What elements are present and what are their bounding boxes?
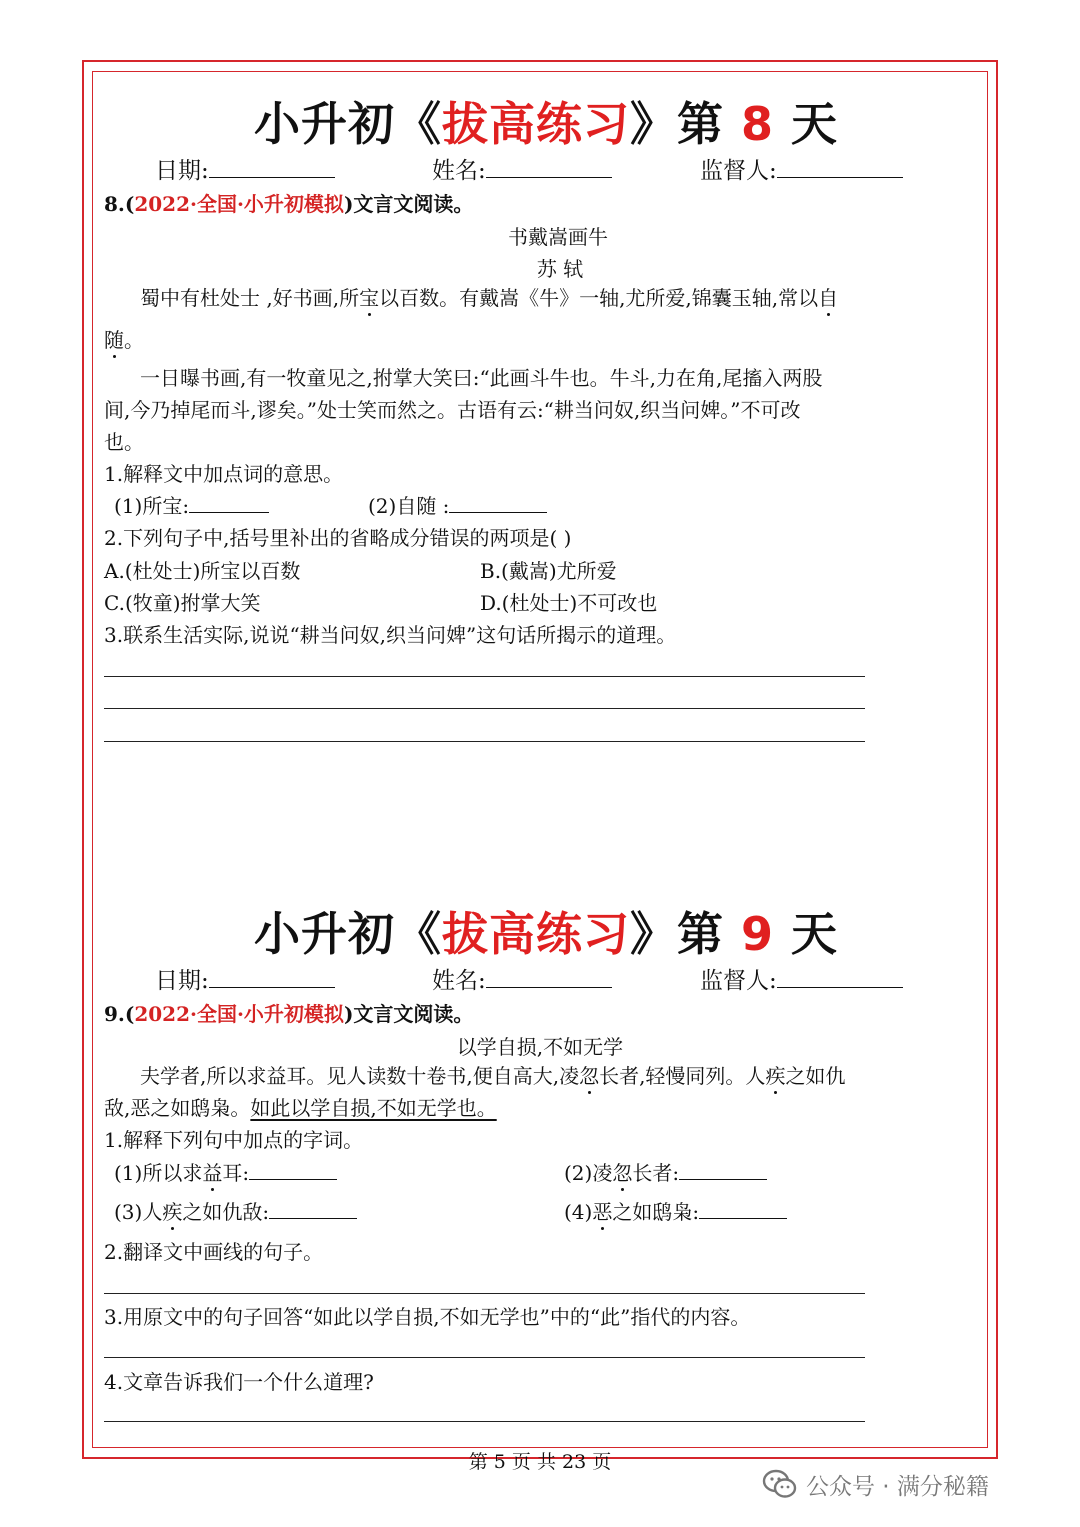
text: (2)自随 : — [368, 494, 450, 518]
answer-blank[interactable] — [699, 1217, 787, 1219]
day8-answer-line-1[interactable] — [104, 676, 865, 677]
text: 之如仇敌: — [182, 1200, 270, 1224]
day9-q3: 3.用原文中的句子回答“如此以学自损,不如无学也”中的“此”指代的内容。 — [104, 1305, 751, 1329]
name-blank[interactable] — [486, 176, 612, 178]
day9-para1-line2 — [104, 1092, 497, 1124]
watermark — [762, 1466, 989, 1502]
supervisor-blank[interactable] — [777, 986, 903, 988]
text: 耳: — [222, 1161, 250, 1185]
day8-q1-a — [114, 490, 269, 522]
day8-para1-line1 — [140, 282, 838, 314]
question-source: 2022·全国·小升初模拟 — [134, 1002, 344, 1026]
title-highlight: 拔高练习 — [442, 907, 630, 961]
answer-blank[interactable] — [449, 511, 547, 513]
title-suffix: 天 — [791, 907, 839, 961]
watermark-text: 公众号 · 满分秘籍 — [806, 1473, 989, 1500]
day9-supervisor-field — [700, 962, 903, 995]
dotted-char: 疾 — [765, 1064, 786, 1088]
text: 夫学者,所以求益耳。见人读数十卷书,便自高大,凌 — [140, 1064, 580, 1088]
title-suffix: 天 — [791, 97, 839, 151]
question-type: )文言文阅读。 — [343, 1002, 474, 1026]
day9-name-field — [432, 962, 612, 995]
text: 蜀中有杜处士 ,好书画,所 — [140, 286, 360, 310]
day9-q1-d — [564, 1196, 787, 1228]
date-blank[interactable] — [209, 176, 335, 178]
day9-q1-b — [564, 1157, 767, 1189]
question-number: 8.( — [104, 192, 135, 216]
text: (3)人 — [114, 1200, 163, 1224]
name-label: 姓名: — [432, 158, 486, 184]
date-blank[interactable] — [209, 986, 335, 988]
day9-para1-line1 — [140, 1060, 845, 1092]
text: 以百数。有戴嵩《牛》一轴,尤所爱,锦囊玉轴,常以 — [379, 286, 819, 310]
day9-q1: 1.解释下列句中加点的字词。 — [104, 1128, 364, 1152]
supervisor-label: 监督人: — [700, 158, 777, 184]
title-day-number: 9 — [741, 907, 775, 961]
text: (4) — [564, 1200, 593, 1224]
text: 之如仇 — [785, 1064, 846, 1088]
day9-q3-answer-line[interactable] — [104, 1357, 865, 1358]
answer-blank[interactable] — [249, 1178, 337, 1180]
question-type: )文言文阅读。 — [343, 192, 474, 216]
question-number: 9.( — [104, 1002, 135, 1026]
day8-para2-line1: 一日曝书画,有一牧童见之,拊掌大笑曰:“此画斗牛也。牛斗,力在角,尾搐入两股 — [140, 366, 823, 390]
text: 长者: — [632, 1161, 680, 1185]
day8-q3: 3.联系生活实际,说说“耕当问奴,织当问婢”这句话所揭示的道理。 — [104, 623, 677, 647]
day8-para1-line2 — [104, 324, 144, 356]
dotted-char: 宝 — [359, 286, 380, 310]
day8-option-a: A.(杜处士)所宝以百数 — [104, 559, 301, 583]
day9-q1-a — [114, 1157, 337, 1189]
day8-para2-line2: 间,今乃掉尾而斗,谬矣。”处士笑而然之。古语有云:“耕当问奴,织当问婢。”不可改 — [104, 398, 801, 422]
day8-q2: 2.下列句子中,括号里补出的省略成分错误的两项是( ) — [104, 526, 572, 550]
day8-supervisor-field — [700, 152, 903, 185]
answer-blank[interactable] — [679, 1178, 767, 1180]
dotted-char: 随 — [104, 328, 124, 352]
dotted-char: 忽 — [579, 1064, 600, 1088]
day8-q1-b — [368, 490, 547, 522]
day9-q4-answer-line[interactable] — [104, 1421, 865, 1422]
wechat-icon — [762, 1468, 798, 1500]
text: (2)凌 — [564, 1161, 613, 1185]
title-prefix: 小升初《 — [254, 907, 442, 961]
dotted-char: 恶 — [592, 1200, 613, 1224]
title-day-number: 8 — [741, 97, 775, 151]
day8-title — [254, 88, 838, 154]
answer-blank[interactable] — [189, 511, 269, 513]
dotted-char: 益 — [202, 1161, 223, 1185]
day9-q2-answer-line[interactable] — [104, 1293, 865, 1294]
title-middle: 》第 — [630, 97, 724, 151]
name-blank[interactable] — [486, 986, 612, 988]
day8-passage-title: 书戴嵩画牛 — [508, 225, 608, 249]
day8-option-d: D.(杜处士)不可改也 — [480, 591, 658, 615]
dotted-char: 自 — [818, 286, 839, 310]
text: (1)所宝: — [114, 494, 190, 518]
day8-name-field — [432, 152, 612, 185]
name-label: 姓名: — [432, 968, 486, 994]
day9-question-header — [104, 998, 473, 1027]
title-highlight: 拔高练习 — [442, 97, 630, 151]
day8-q1: 1.解释文中加点词的意思。 — [104, 462, 344, 486]
question-source: 2022·全国·小升初模拟 — [134, 192, 344, 216]
day8-question-header — [104, 188, 473, 217]
day8-date-field — [155, 152, 335, 185]
underlined-sentence: 如此以学自损,不如无学也。 — [250, 1096, 497, 1120]
supervisor-label: 监督人: — [700, 968, 777, 994]
text: 之如鸱枭: — [612, 1200, 700, 1224]
answer-blank[interactable] — [269, 1217, 357, 1219]
text: 长者,轻慢同列。人 — [599, 1064, 766, 1088]
day9-date-field — [155, 962, 335, 995]
date-label: 日期: — [155, 158, 209, 184]
day8-para2-line3: 也。 — [104, 430, 144, 454]
day9-q4: 4.文章告诉我们一个什么道理? — [104, 1370, 374, 1394]
text: 。 — [124, 328, 144, 352]
day8-answer-line-3[interactable] — [104, 741, 865, 742]
text: (1)所以求 — [114, 1161, 203, 1185]
day9-q2: 2.翻译文中画线的句子。 — [104, 1240, 324, 1264]
day8-answer-line-2[interactable] — [104, 708, 865, 709]
text: 敌,恶之如鸱枭。 — [104, 1096, 251, 1120]
title-prefix: 小升初《 — [254, 97, 442, 151]
day8-option-c: C.(牧童)拊掌大笑 — [104, 591, 261, 615]
dotted-char: 忽 — [612, 1161, 633, 1185]
date-label: 日期: — [155, 968, 209, 994]
day8-passage-author: 苏 轼 — [536, 257, 584, 281]
day9-q1-c — [114, 1196, 357, 1228]
day9-title — [254, 898, 838, 964]
dotted-char: 疾 — [162, 1200, 183, 1224]
supervisor-blank[interactable] — [777, 176, 903, 178]
day9-passage-title: 以学自损,不如无学 — [456, 1035, 624, 1059]
title-middle: 》第 — [630, 907, 724, 961]
page-footer: 第 5 页 共 23 页 — [468, 1451, 612, 1473]
day8-option-b: B.(戴嵩)尤所爱 — [480, 559, 617, 583]
